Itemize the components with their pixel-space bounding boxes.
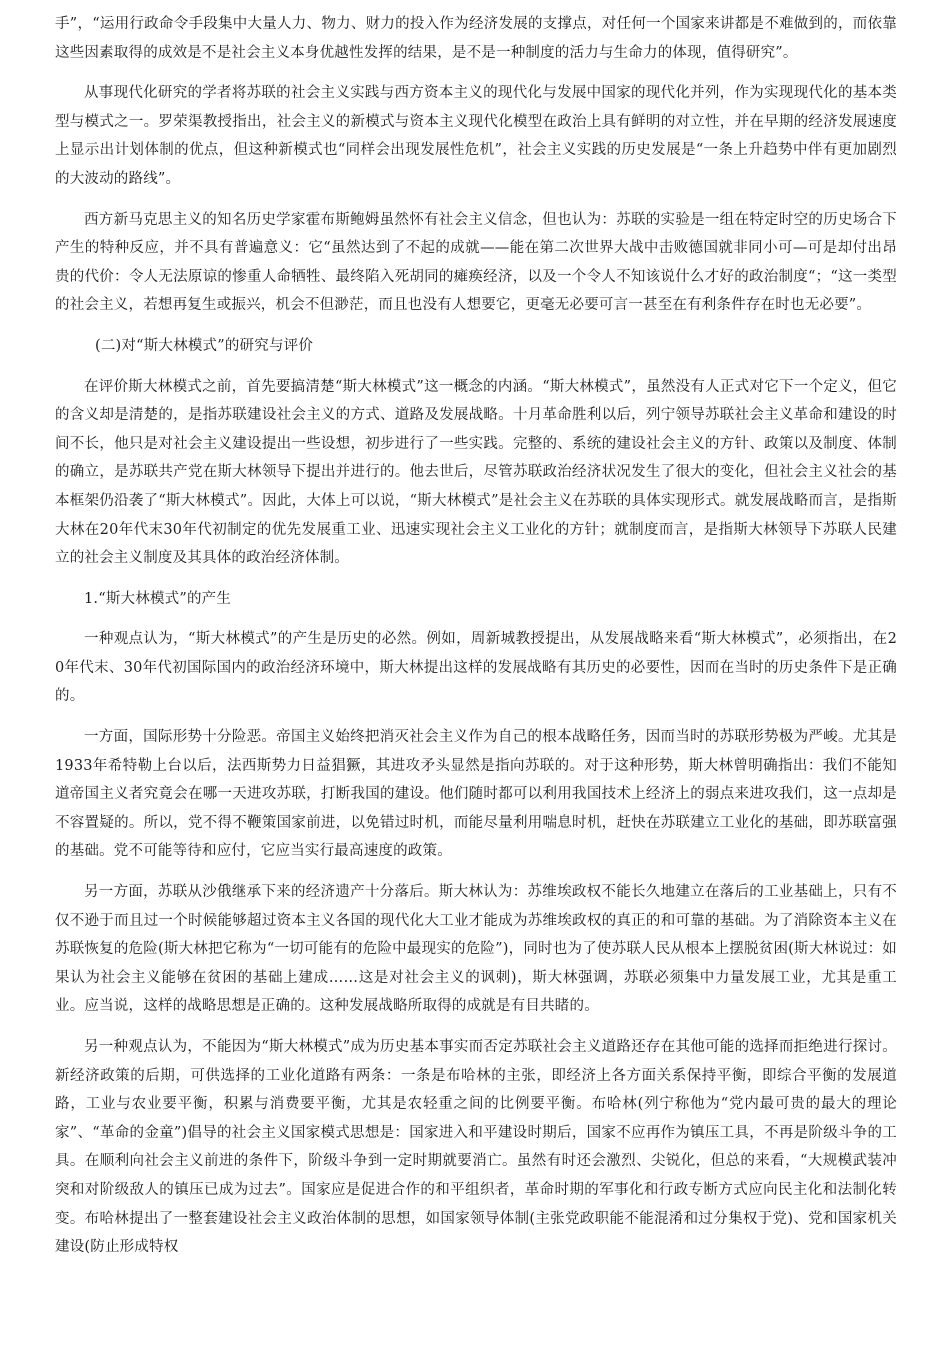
- paragraph-continuation: 手”，“运用行政命令手段集中大量人力、物力、财力的投入作为经济发展的支撑点，对任何一个国家来讲都是不难做到的，而依靠这些因素取得的成效是不是社会主义本身优越性发挥的结果，是不是一种制度的活力与生命力的体现，值得研究”。: [55, 16, 897, 61]
- document-page: [55, 10, 897, 1274]
- section-heading-stalin-model: (二)对“斯大林模式”的研究与评价: [95, 337, 314, 354]
- paragraph-modernization-scholars: 从事现代化研究的学者将苏联的社会主义实践与西方资本主义的现代化与发展中国家的现代化并列，作为实现现代化的基本类型与模式之一。罗荣渠教授指出，社会主义的新模式与资本主义现代化模型在政治上具有鲜明的对立性，并在早期的经济发展速度上显示出计划体制的优点，但这种新模式也“同样会出现发展性危机”，社会主义实践的历史发展是“一条上升趋势中伴有更加剧烈的大波动的路线”。: [55, 85, 897, 187]
- paragraph-stalin-model-definition: 在评价斯大林模式之前，首先要搞清楚“斯大林模式”这一概念的内涵。“斯大林模式”，虽然没有人正式对它下一个定义，但它的含义却是清楚的，是指苏联建设社会主义的方式、道路及发展战略。十月革命胜利以后，列宁领导苏联社会主义革命和建设的时间不长，他只是对社会主义建设提出一些设想，初步进行了一些实践。完整的、系统的建设社会主义的方针、政策以及制度、体制的确立，是苏联共产党在斯大林领导下提出并进行的。他去世后，尽管苏联政治经济状况发生了很大的变化，但社会主义社会的基本框架仍沿袭了“斯大林模式”。因此，大体上可以说，“斯大林模式”是社会主义在苏联的具体实现形式。就发展战略而言，是指斯大林在20年代末30年代初制定的优先发展重工业、迅速实现社会主义工业化的方针；就制度而言，是指斯大林领导下苏联人民建立的社会主义制度及其具体的政治经济体制。: [55, 378, 897, 567]
- subsection-heading-origin: 1.“斯大林模式”的产生: [84, 590, 232, 607]
- paragraph-alternative-view: 另一种观点认为，不能因为“斯大林模式”成为历史基本事实而否定苏联社会主义道路还存在其他可能的选择而拒绝进行探讨。新经济政策的后期，可供选择的工业化道路有两条：一条是布哈林的主张，即经济上各方面关系保持平衡，即综合平衡的发展道路，工业与农业要平衡，积累与消费要平衡，尤其是农轻重之间的比例要平衡。布哈林(列宁称他为“党内最可贵的最大的理论家”、“革命的金童”)倡导的社会主义国家模式思想是：国家进入和平建设时期后，国家不应再作为镇压工具，不再是阶级斗争的工具。在顺利向社会主义前进的条件下，阶级斗争到一定时期就要消亡。虽然有时还会激烈、尖锐化，但总的来看，“大规模武装冲突和对阶级敌人的镇压已成为过去”。国家应是促进合作的和平组织者，革命时期的军事化和行政专断方式应向民主化和法制化转变。布哈林提出了一整套建设社会主义政治体制的思想，如国家领导体制(主张党政职能不能混淆和过分集权于党)、党和国家机关建设(防止形成特权: [55, 1039, 897, 1256]
- paragraph-hobsbawm: 西方新马克思主义的知名历史学家霍布斯鲍姆虽然怀有社会主义信念，但也认为：苏联的实验是一组在特定时空的历史场合下产生的特种反应，并不具有普遍意义：它“虽然达到了不起的成就——能在第二次世界大战中击败德国就非同小可—可是却付出昂贵的代价：令人无法原谅的惨重人命牺牲、最终陷入死胡同的瘫痪经济，以及一个令人不知该说什么才好的政治制度“；“这一类型的社会主义，若想再复生或振兴，机会不但渺茫，而且也没有人想要它，更毫无必要可言一甚至在有利条件存在时也无必要”。: [55, 211, 897, 314]
- paragraph-international-situation: 一方面，国际形势十分险恶。帝国主义始终把消灭社会主义作为自己的根本战略任务，因而当时的苏联形势极为严峻。尤其是1933年希特勒上台以后，法西斯势力日益猖獗，其进攻矛头显然是指向苏联的。对于这种形势，斯大林曾明确指出：我们不能知道帝国主义者究竟会在哪一天进攻苏联，打断我国的建设。他们随时都可以利用我国技术上经济上的弱点来进攻我们，这一点却是不容置疑的。所以，党不得不鞭策国家前进，以免错过时机，而能尽量利用喘息时机，赶快在苏联建立工业化的基础，即苏联富强的基础。党不可能等待和应付，它应当实行最高速度的政策。: [55, 729, 897, 860]
- paragraph-historical-necessity: 一种观点认为，“斯大林模式”的产生是历史的必然。例如，周新城教授提出，从发展战略来看“斯大林模式”，必须指出，在20年代末、30年代初国际国内的政治经济环境中，斯大林提出这样的发展战略有其历史的必要性，因而在当时的历史条件下是正确的。: [55, 631, 897, 705]
- paragraph-economic-legacy: 另一方面，苏联从沙俄继承下来的经济遗产十分落后。斯大林认为：苏维埃政权不能长久地建立在落后的工业基础上，只有不仅不逊于而且过一个时候能够超过资本主义各国的现代化大工业才能成为苏维埃政权的真正的和可靠的基础。为了消除资本主义在苏联恢复的危险(斯大林把它称为“一切可能有的危险中最现实的危险”)，同时也为了使苏联人民从根本上摆脱贫困(斯大林说过：如果认为社会主义能够在贫困的基础上建成……这是对社会主义的讽刺)，斯大林强调，苏联必须集中力量发展工业，尤其是重工业。应当说，这样的战略思想是正确的。这种发展战略所取得的成就是有目共睹的。: [55, 884, 897, 1015]
